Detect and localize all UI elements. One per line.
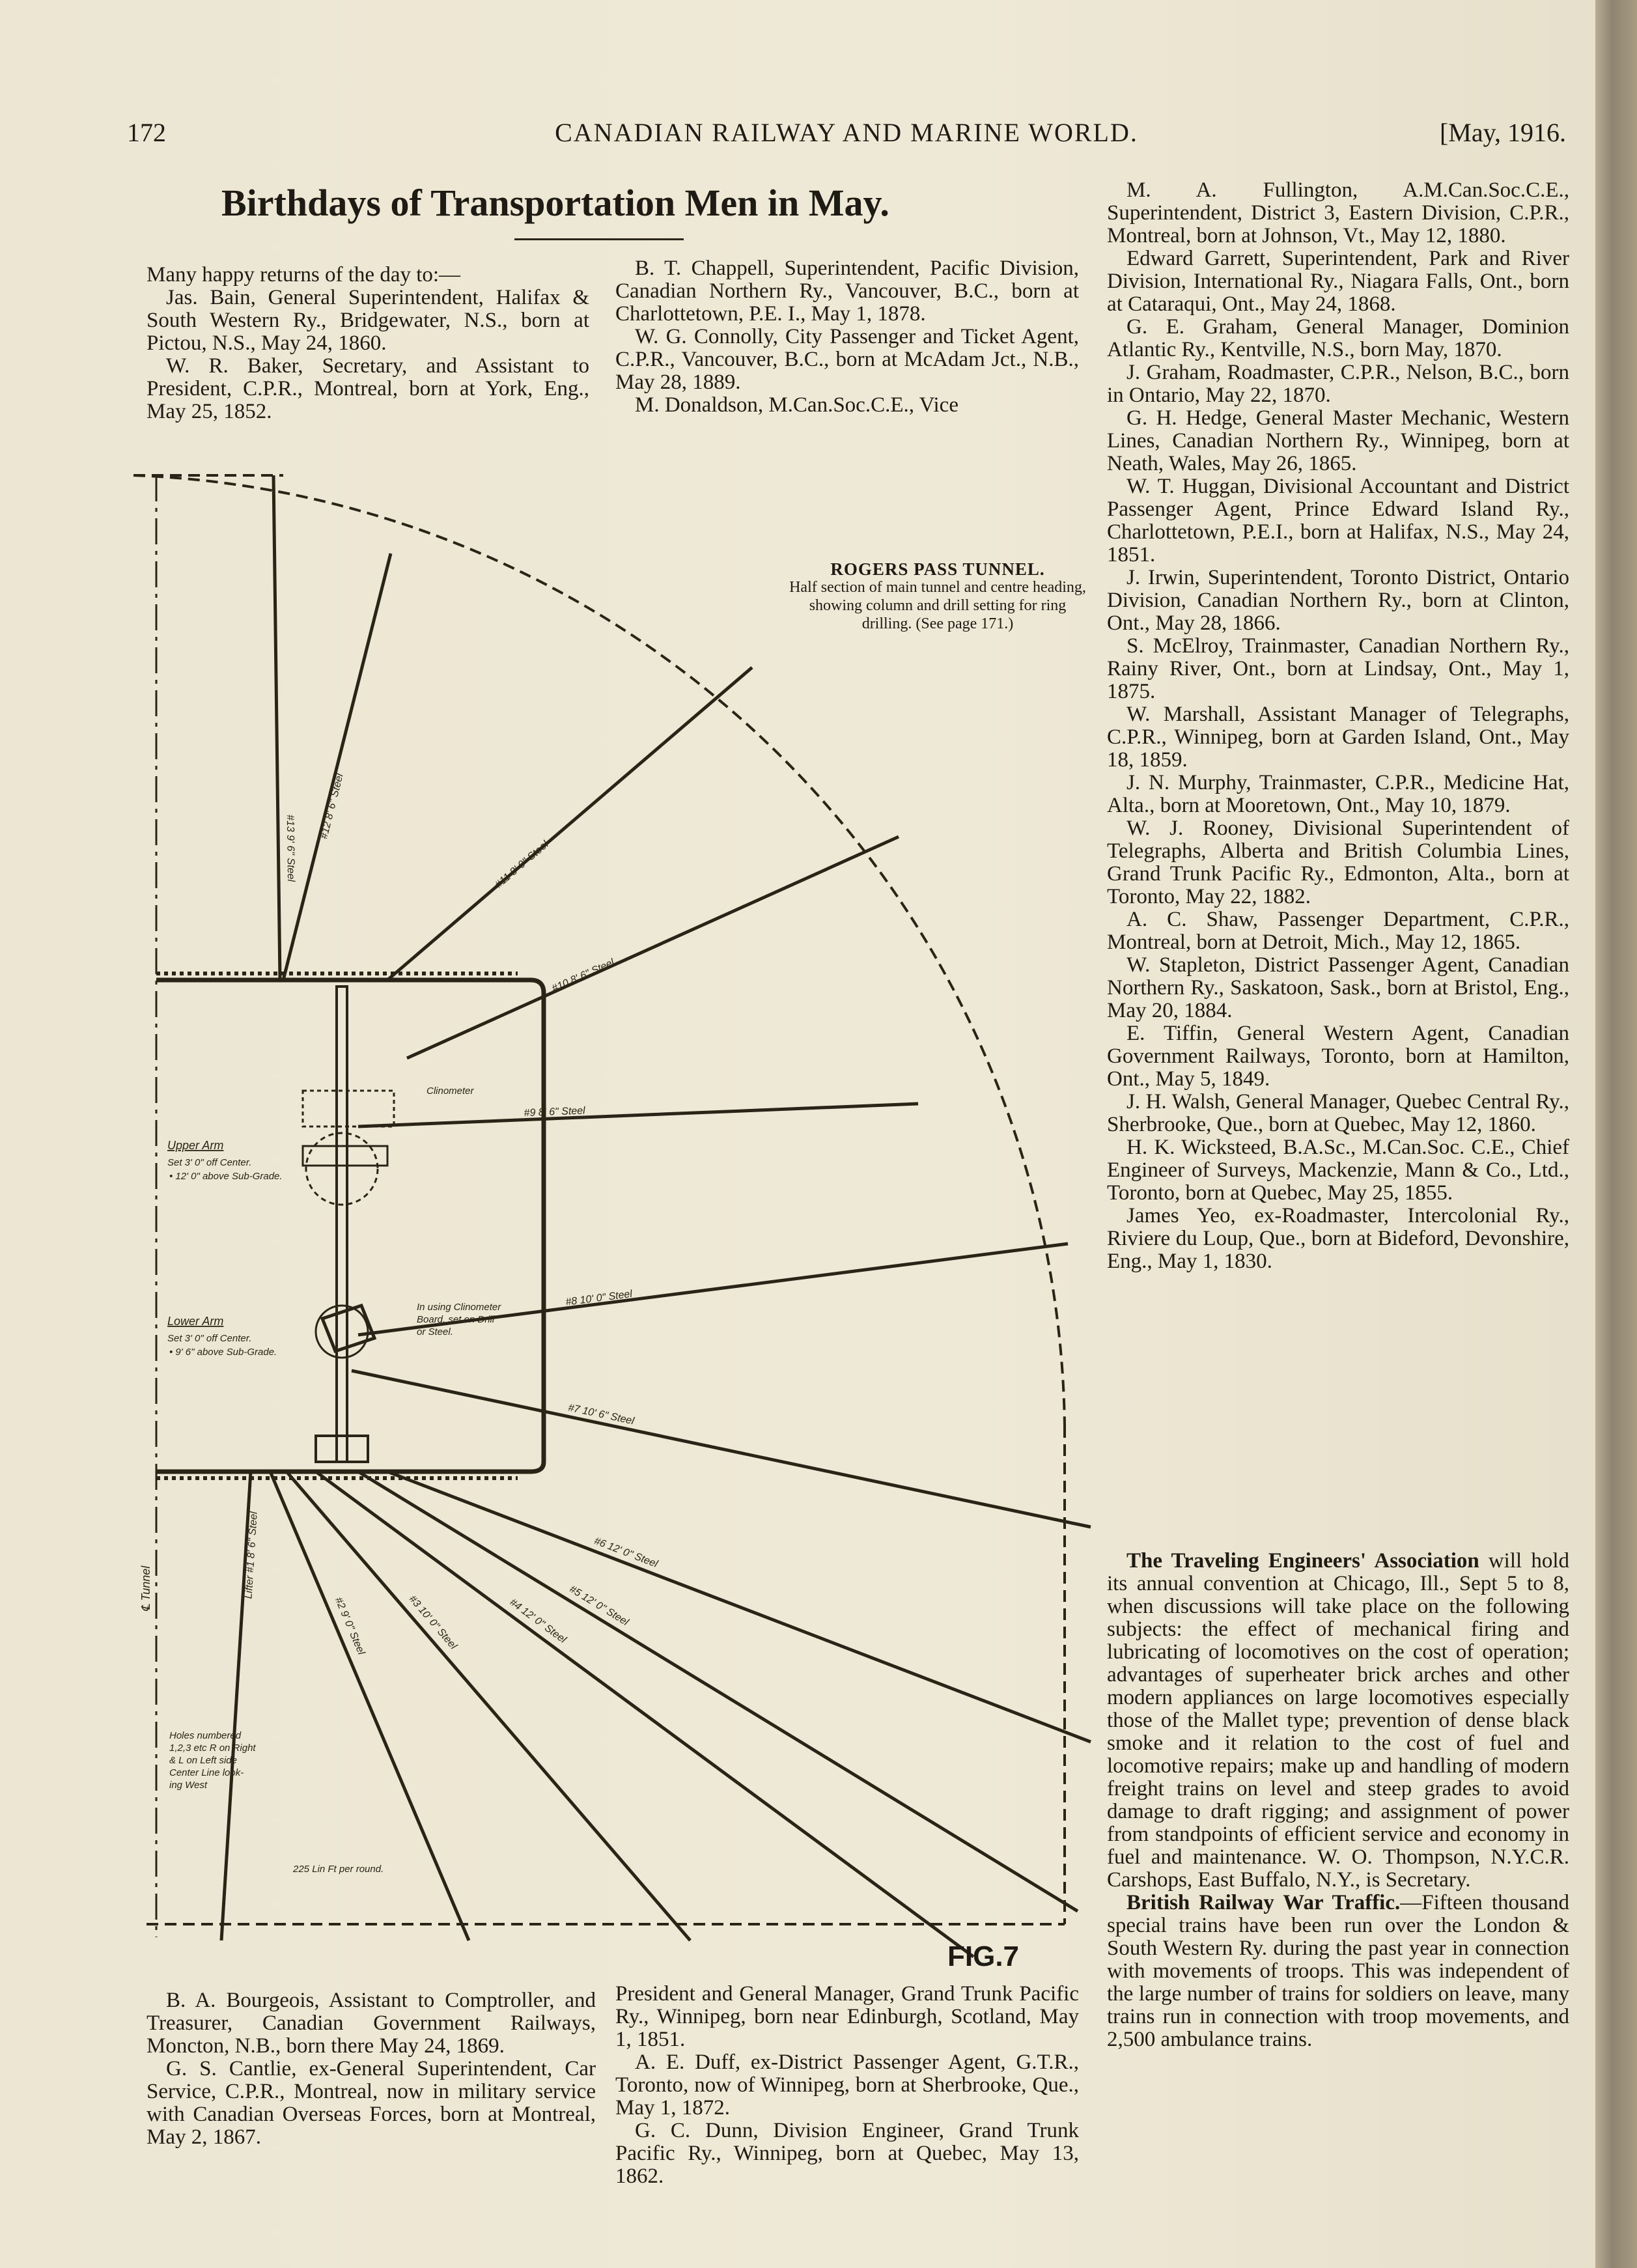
figure-caption-text: Half section of main tunnel and centre heading, showing column and drill setting for ring drilling. (See page 171.) <box>789 579 1086 632</box>
drill-steel-label: #4 12' 0" Steel <box>507 1597 568 1645</box>
birthday-entry: G. C. Dunn, Division Engineer, Grand Trunk Pacific Ry., Winnipeg, born at Quebec, May 13, 1862. <box>615 2119 1079 2188</box>
birthday-entry: J. Graham, Roadmaster, C.P.R., Nelson, B.C., born in Ontario, May 22, 1870. <box>1107 361 1569 407</box>
book-spine <box>1595 0 1637 2268</box>
clinometer-board-note: Board, set on Drill <box>417 1314 495 1325</box>
birthday-entry: W. R. Baker, Secretary, and Assistant to President, C.P.R., Montreal, born at York, Eng., May 25, 1852. <box>147 354 589 423</box>
traveling-engineers-note <box>1107 1550 1569 1892</box>
holes-note: Holes numbered <box>169 1730 242 1741</box>
upper-arm-circle <box>306 1133 378 1205</box>
drill-steel-line <box>358 1104 918 1127</box>
column-base <box>316 1436 368 1462</box>
birthday-entry: B. T. Chappell, Superintendent, Pacific Division, Canadian Northern Ry., Vancouver, B.C., born at Charlottetown, P.E. I., May 1, 1878. <box>615 257 1079 326</box>
drill-column <box>337 987 347 1462</box>
upper-arm-label: Upper Arm <box>167 1139 224 1152</box>
birthday-entry: W. Marshall, Assistant Manager of Telegraphs, C.P.R., Winnipeg, born at Garden Island, Ont., May 18, 1859. <box>1107 703 1569 772</box>
clinometer-board-note: In using Clinometer <box>417 1302 501 1313</box>
lower-arm-label: Lower Arm <box>167 1315 224 1328</box>
holes-note: Center Line look- <box>169 1767 244 1778</box>
figure-caption-title: ROGERS PASS TUNNEL. <box>830 559 1045 579</box>
drill-steel-label: #7 10' 6" Steel <box>567 1402 636 1427</box>
birthday-entry: J. N. Murphy, Trainmaster, C.P.R., Medicine Hat, Alta., born at Mooretown, Ont., May 10, 1879. <box>1107 771 1569 817</box>
birthday-entry: G. S. Cantlie, ex-General Superintendent, Car Service, C.P.R., Montreal, now in military service with Canadian Overseas Forces, born at Montreal, May 2, 1867. <box>147 2057 596 2149</box>
birthday-entry: W. T. Huggan, Divisional Accountant and District Passenger Agent, Prince Edward Island Ry., Charlottetown, P.E.I., born at Halifax, N.S., May 24, 1851. <box>1107 475 1569 567</box>
column-3-notes <box>1107 1550 1569 2051</box>
birthday-entry: E. Tiffin, General Western Agent, Canadian Government Railways, Toronto, born at Hamilton, Ont., May 5, 1849. <box>1107 1022 1569 1091</box>
clinometer-board-note: or Steel. <box>417 1326 453 1337</box>
drill-steel-line <box>358 1472 1078 1911</box>
upper-arm-note: Set 3' 0" off Center. <box>167 1157 252 1168</box>
greeting: Many happy returns of the day to:— <box>147 263 461 287</box>
holes-note: ing West <box>169 1780 208 1791</box>
column-2-bottom <box>615 1983 1079 2188</box>
lower-arm-note: Set 3' 0" off Center. <box>167 1333 252 1344</box>
figure-caption <box>785 560 1091 633</box>
note-lead: British Railway War Traffic. <box>1126 1891 1401 1914</box>
birthday-entry: S. McElroy, Trainmaster, Canadian Northern Ry., Rainy River, Ont., born at Lindsay, Ont., May 1, 1875. <box>1107 634 1569 703</box>
drill-steel-label: #3 10' 0" Steel <box>406 1593 459 1652</box>
drill-steel-line <box>283 553 391 980</box>
birthday-entry: W. G. Connolly, City Passenger and Ticket Agent, C.P.R., Vancouver, B.C., born at McAdam Jct., N.B., May 28, 1889. <box>615 325 1079 394</box>
drill-steel-line <box>387 1472 1091 1742</box>
holes-note: & L on Left side <box>169 1755 237 1766</box>
birthday-entry: James Yeo, ex-Roadmaster, Intercolonial Ry., Riviere du Loup, Que., born at Bideford, Devonshire, Eng., May 1, 1830. <box>1107 1204 1569 1273</box>
birthday-entry: W. J. Rooney, Divisional Superintendent of Telegraphs, Alberta and British Columbia Lines, Grand Trunk Pacific Ry., Edmonton, Alta., born at Toronto, May 22, 1882. <box>1107 817 1569 908</box>
upper-arm-note: • 12' 0" above Sub-Grade. <box>169 1171 283 1182</box>
drill-steel-label: Lifter #1 8' 6" Steel <box>243 1511 260 1599</box>
birthday-entry: Jas. Bain, General Superintendent, Halifax & South Western Ry., Bridgewater, N.S., born at Pictou, N.S., May 24, 1860. <box>147 286 589 355</box>
drill-steel-label: #5 12' 0" Steel <box>567 1583 631 1629</box>
lower-arm-note: • 9' 6" above Sub-Grade. <box>169 1347 277 1358</box>
birthday-entry: J. H. Walsh, General Manager, Quebec Central Ry., Sherbrooke, Que., born at Quebec, May 12, 1860. <box>1107 1090 1569 1136</box>
birthday-entry: G. E. Graham, General Manager, Dominion Atlantic Ry., Kentville, N.S., born May, 1870. <box>1107 315 1569 361</box>
note-lead: The Traveling Engineers' Association <box>1126 1549 1479 1573</box>
figure-number: FIG.7 <box>947 1940 1020 1972</box>
drill-steel-line <box>407 837 899 1058</box>
clinometer-label: Clinometer <box>427 1085 474 1097</box>
page-number: 172 <box>127 118 166 147</box>
birthday-entry: B. A. Bourgeois, Assistant to Comptroller, and Treasurer, Canadian Government Railways, Moncton, N.B., born there May 24, 1869. <box>147 1989 596 2058</box>
birthday-entry: M. A. Fullington, A.M.Can.Soc.C.E., Superintendent, District 3, Eastern Division, C.P.R., Montreal, born at Johnson, Vt., May 12, 1880. <box>1107 178 1569 247</box>
note-body: will hold its annual convention at Chicago, Ill., Sept 5 to 8, when discussions will take place on the following subjects: the effect of mechanical firing and lubricating of locomotives on the cost of operation; advantages of superheater brick arches and other modern appliances on large locomotives especially those of the Mallet type; prevention of dense black smoke and it relation to the cost of fuel and locomotive repairs; make up and handling of modern freight trains on level and steep grades to avoid damage to draft rigging; and assignment of power from standpoints of efficient service and economy in fuel and maintenance. W. O. Thompson, N.Y.C.R. Carshops, East Buffalo, N.Y., is Secretary. <box>1107 1549 1569 1892</box>
note-body: —Fifteen thousand special trains have been run over the London & South Western Ry. during the past year in connection with movements of troops. This was independent of the large number of trains for soldiers on leave, many trains run in connection with troop movements, and 2,500 ambulance trains. <box>1107 1891 1569 2051</box>
drill-steel-label: #2 9' 0" Steel <box>332 1595 367 1657</box>
birthday-entry: Edward Garrett, Superintendent, Park and River Division, International Ry., Niagara Falls, Ont., born at Cataraqui, Ont., May 24, 1868. <box>1107 247 1569 316</box>
war-traffic-note <box>1107 1892 1569 2051</box>
tunnel-drawing <box>127 466 1104 1980</box>
holes-note: 1,2,3 etc R on Right <box>169 1743 256 1754</box>
drill-steel-line <box>273 475 280 980</box>
journal-title: CANADIAN RAILWAY AND MARINE WORLD. <box>555 118 1138 147</box>
birthday-entry-continued: President and General Manager, Grand Trunk Pacific Ry., Winnipeg, born near Edinburgh, Scotland, May 1, 1851. <box>615 1982 1079 2051</box>
birthday-entry: M. Donaldson, M.Can.Soc.C.E., Vice <box>635 393 958 417</box>
drill-steel-line <box>387 667 752 980</box>
drill-steel-label: #11 8' 0" Steel <box>493 839 551 891</box>
column-3 <box>1107 179 1569 1273</box>
birthday-entry: G. H. Hedge, General Master Mechanic, Western Lines, Canadian Northern Ry., Winnipeg, born at Neath, Wales, May 26, 1865. <box>1107 406 1569 475</box>
drill-steel-line <box>352 1371 1091 1527</box>
birthday-entry: A. C. Shaw, Passenger Department, C.P.R., Montreal, born at Detroit, Mich., May 12, 1865. <box>1107 908 1569 954</box>
tunnel-centerline-label: ℄ Tunnel <box>139 1565 152 1612</box>
page-header <box>127 117 1566 163</box>
rounds-note: 225 Lin Ft per round. <box>293 1864 384 1875</box>
drill-steel-label: #6 12' 0" Steel <box>592 1535 660 1570</box>
column-2-top <box>615 257 1079 417</box>
drill-steel-label: #9 8' 6" Steel <box>524 1105 586 1119</box>
drill-steel-label: #8 10' 0" Steel <box>565 1288 633 1308</box>
issue-date: [May, 1916. <box>1439 118 1566 147</box>
birthday-entry: W. Stapleton, District Passenger Agent, Canadian Northern Ry., Saskatoon, Sask., born at Bristol, Eng., May 20, 1884. <box>1107 953 1569 1022</box>
column-1-top <box>147 264 589 423</box>
tunnel-figure <box>127 466 1104 1980</box>
drill-steel-line <box>316 1472 973 1957</box>
article-title: Birthdays of Transportation Men in May. <box>221 182 889 224</box>
birthday-entry: H. K. Wicksteed, B.A.Sc., M.Can.Soc. C.E., Chief Engineer of Surveys, Mackenzie, Mann & Co., Ltd., Toronto, born at Quebec, May 25, 1855. <box>1107 1136 1569 1205</box>
column-1-bottom <box>147 1989 596 2149</box>
drill-steel-label: #12 8' 6" Steel <box>318 772 346 841</box>
drill-steel-label: #13 9' 6" Steel <box>284 814 297 882</box>
title-rule <box>514 238 684 240</box>
birthday-entry: A. E. Duff, ex-District Passenger Agent, G.T.R., Toronto, now of Winnipeg, born at Sherbrooke, Que., May 1, 1872. <box>615 2051 1079 2120</box>
birthday-entry: J. Irwin, Superintendent, Toronto District, Ontario Division, Canadian Northern Ry., born at Clinton, Ont., May 28, 1866. <box>1107 566 1569 635</box>
drill-steel-label: #10 8' 6" Steel <box>550 957 617 995</box>
